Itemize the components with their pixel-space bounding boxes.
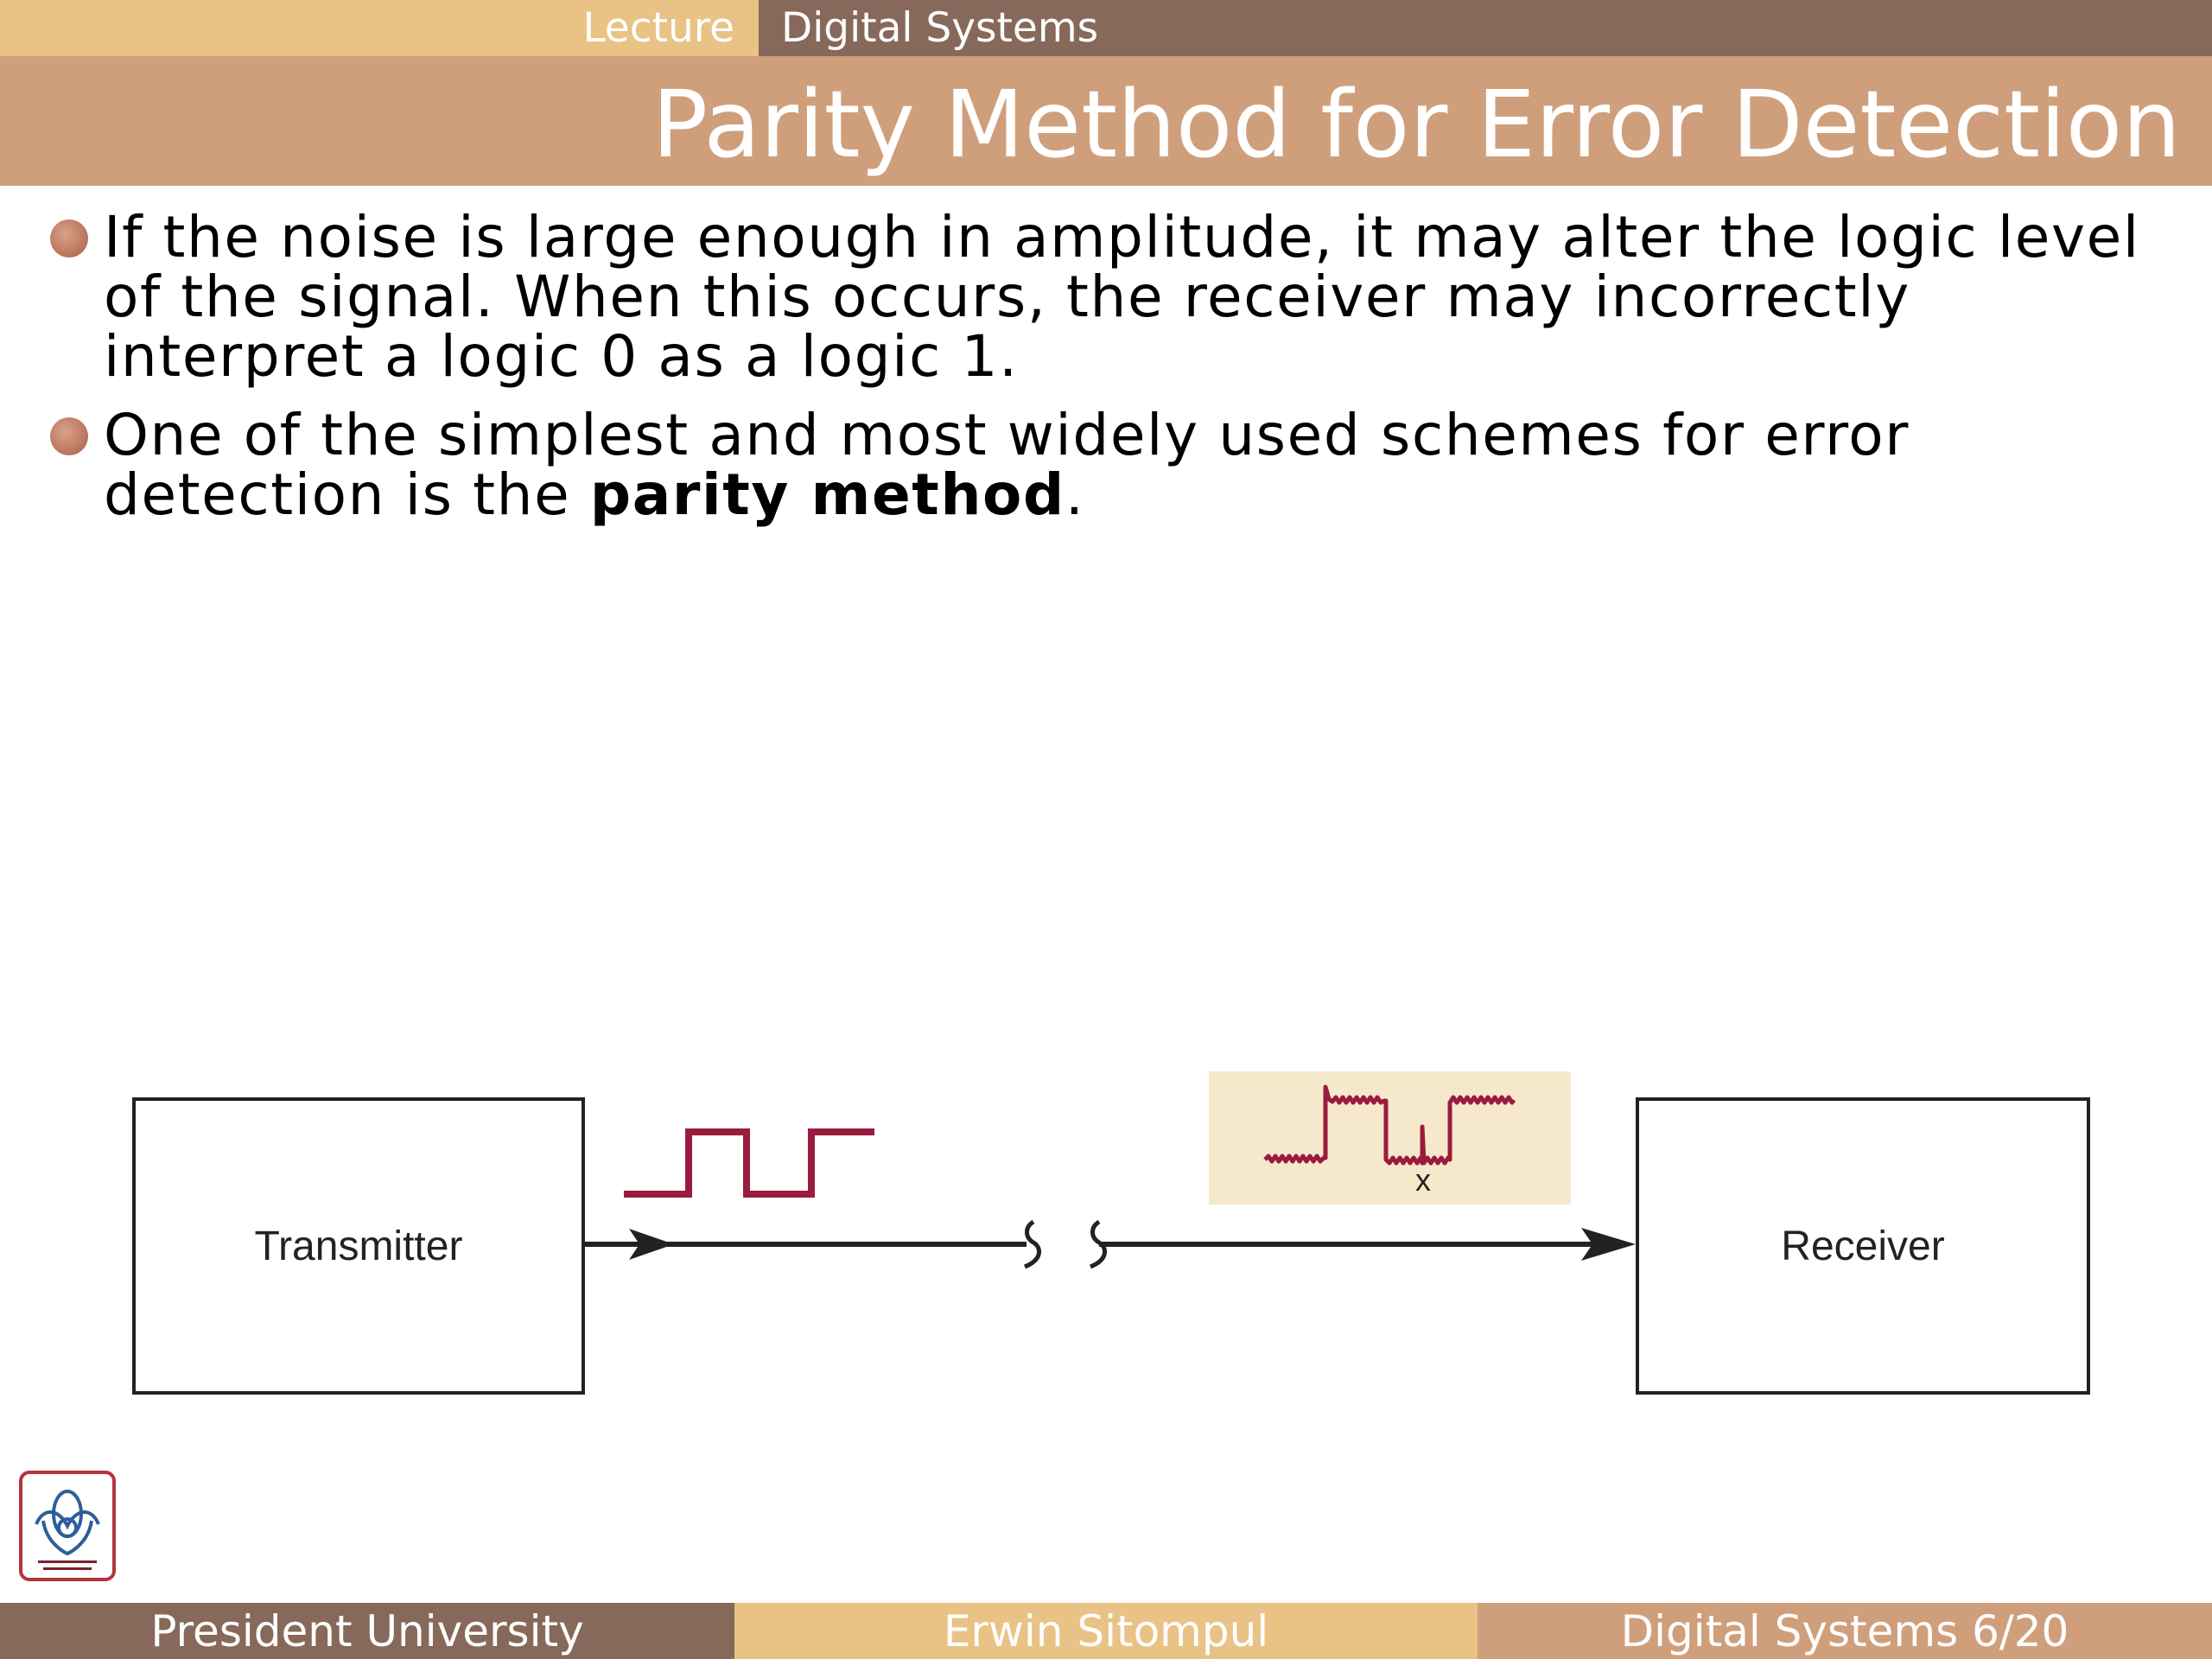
bullet-emphasis: parity method bbox=[589, 461, 1065, 528]
receiver-label: Receiver bbox=[1781, 1223, 1945, 1269]
line-break-left-icon bbox=[1025, 1222, 1039, 1267]
bullet-text-after: . bbox=[1065, 461, 1085, 528]
university-logo-icon bbox=[17, 1469, 118, 1586]
footer-bar bbox=[0, 1603, 2212, 1659]
bullet-text bbox=[104, 402, 2177, 528]
diagram-graphics bbox=[0, 1037, 2212, 1434]
footer-university bbox=[0, 1603, 734, 1659]
bullet-item bbox=[0, 204, 2212, 390]
footer-author bbox=[734, 1603, 1478, 1659]
noisy-pulse-waveform bbox=[1265, 1087, 1514, 1163]
transmission-diagram bbox=[0, 1037, 2212, 1434]
course-tab bbox=[759, 0, 2212, 56]
bullet-dot-icon bbox=[50, 219, 88, 257]
title-bar bbox=[0, 56, 2212, 186]
header-bar bbox=[0, 0, 2212, 56]
footer-page bbox=[1478, 1603, 2212, 1659]
lecture-label: Lecture bbox=[582, 4, 734, 52]
transmitter-label: Transmitter bbox=[254, 1223, 463, 1269]
bullet-text-before: One of the simplest and most widely used schemes for error detection is the bbox=[104, 402, 1910, 528]
footer-page-label: Digital Systems 6/20 bbox=[1620, 1605, 2069, 1656]
course-label: Digital Systems bbox=[781, 4, 1099, 52]
bullet-item bbox=[0, 402, 2212, 528]
bullet-dot-icon bbox=[50, 417, 88, 455]
clean-pulse-waveform bbox=[624, 1132, 874, 1194]
slide-title: Parity Method for Error Detection bbox=[652, 72, 2181, 179]
slide-content bbox=[0, 204, 2212, 543]
bullet-text: If the noise is large enough in amplitude, it may alter the logic level of the signal. When this occurs, the receiver may incorrectly interpret a logic 0 as a logic 1. bbox=[104, 204, 2140, 390]
error-mark: x bbox=[1415, 1162, 1431, 1198]
footer-university-label: President University bbox=[150, 1605, 584, 1656]
footer-author-label: Erwin Sitompul bbox=[943, 1605, 1269, 1656]
lecture-tab bbox=[0, 0, 759, 56]
